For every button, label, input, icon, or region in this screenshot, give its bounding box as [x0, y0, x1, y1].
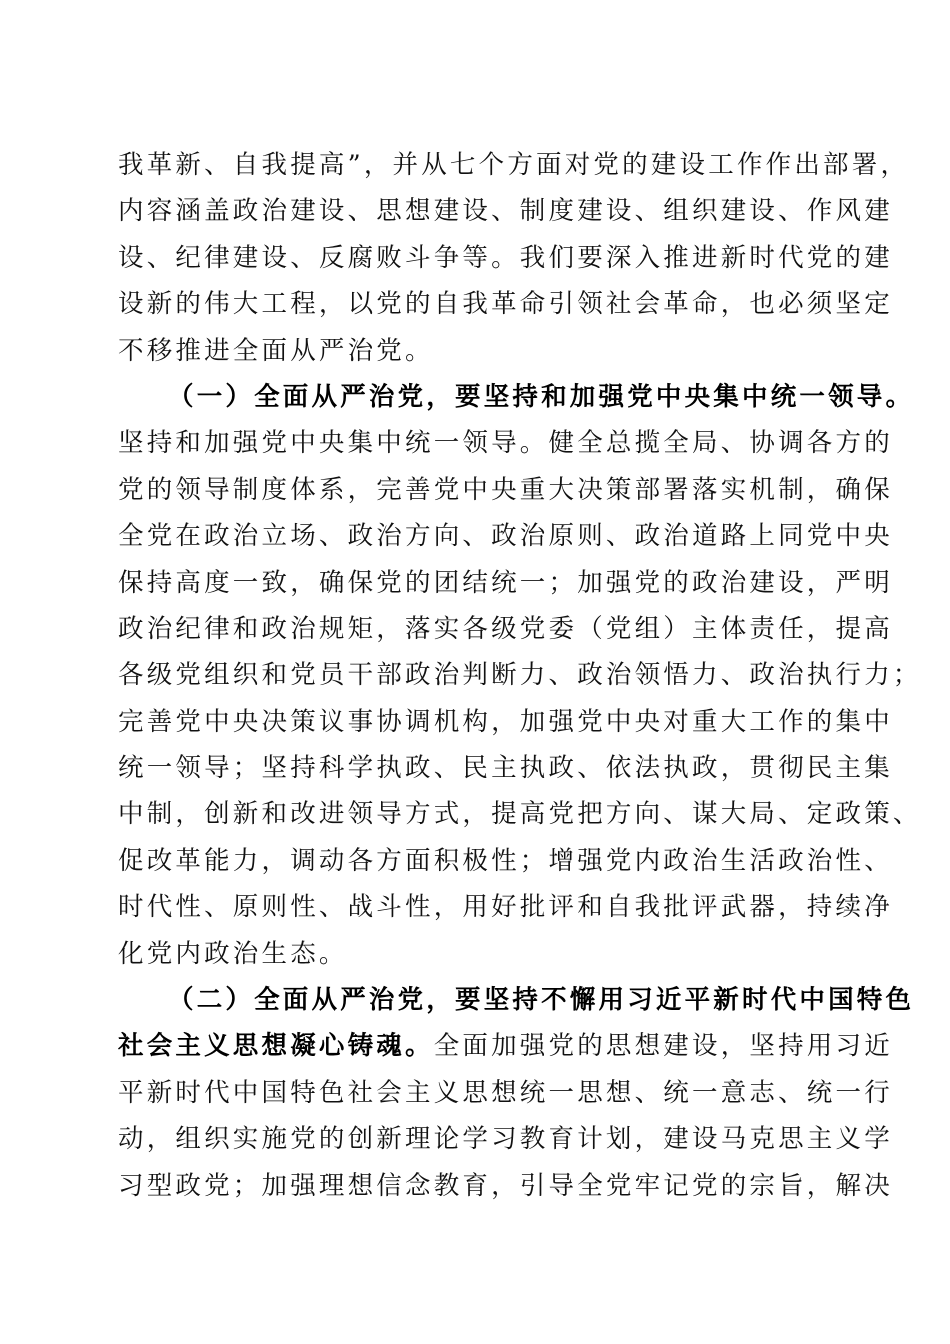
section-1-line: 化党内政治生态。	[118, 938, 348, 969]
section-2-line: 习型政党；加强理想信念教育，引导全党牢记党的宗旨，解决	[118, 1170, 893, 1201]
section-1-line: 党的领导制度体系，完善党中央重大决策部署落实机制，确保	[118, 474, 893, 505]
section-1-heading: （一）全面从严治党，要坚持和加强党中央集中统一领导。	[168, 381, 915, 412]
section-2-heading-continued	[118, 1023, 893, 1069]
section-1-line: 促改革能力，调动各方面积极性；增强党内政治生活政治性、	[118, 845, 893, 876]
document-body	[118, 142, 922, 1209]
section-1-line: 保持高度一致，确保党的团结统一；加强党的政治建设，严明	[118, 567, 893, 598]
section-2-line: 动，组织实施党的创新理论学习教育计划，建设马克思主义学	[118, 1124, 893, 1155]
section-1-line: 政治纪律和政治规矩，落实各级党委（党组）主体责任，提高	[118, 613, 893, 644]
intro-line: 内容涵盖政治建设、思想建设、制度建设、组织建设、作风建	[118, 196, 893, 227]
intro-line: 设新的伟大工程，以党的自我革命引领社会革命，也必须坚定	[118, 289, 893, 320]
section-1-line: 坚持和加强党中央集中统一领导。健全总揽全局、协调各方的	[118, 428, 893, 459]
intro-line: 不移推进全面从严治党。	[118, 335, 434, 366]
section-1-line: 完善党中央决策议事协调机构，加强党中央对重大工作的集中	[118, 706, 893, 737]
section-2-line: 平新时代中国特色社会主义思想统一思想、统一意志、统一行	[118, 1077, 893, 1108]
section-1-line: 各级党组织和党员干部政治判断力、政治领悟力、政治执行力；	[118, 660, 922, 691]
section-1-line: 时代性、原则性、战斗性，用好批评和自我批评武器，持续净	[118, 892, 893, 923]
section-1-line: 统一领导；坚持科学执政、民主执政、依法执政，贯彻民主集	[118, 753, 893, 784]
section-2-line-start: 全面加强党的思想建设，坚持用习近	[433, 1031, 893, 1062]
section-1-line: 中制，创新和改进领导方式，提高党把方向、谋大局、定政策、	[118, 799, 922, 830]
section-2-heading: （二）全面从严治党，要坚持不懈用习近平新时代中国特色	[168, 985, 915, 1016]
section-2-heading-end: 社会主义思想凝心铸魂。	[118, 1031, 434, 1062]
intro-line: 我革新、自我提高”，并从七个方面对党的建设工作作出部署，	[118, 150, 910, 180]
intro-line: 设、纪律建设、反腐败斗争等。我们要深入推进新时代党的建	[118, 242, 893, 273]
section-1-line: 全党在政治立场、政治方向、政治原则、政治道路上同党中央	[118, 521, 893, 552]
